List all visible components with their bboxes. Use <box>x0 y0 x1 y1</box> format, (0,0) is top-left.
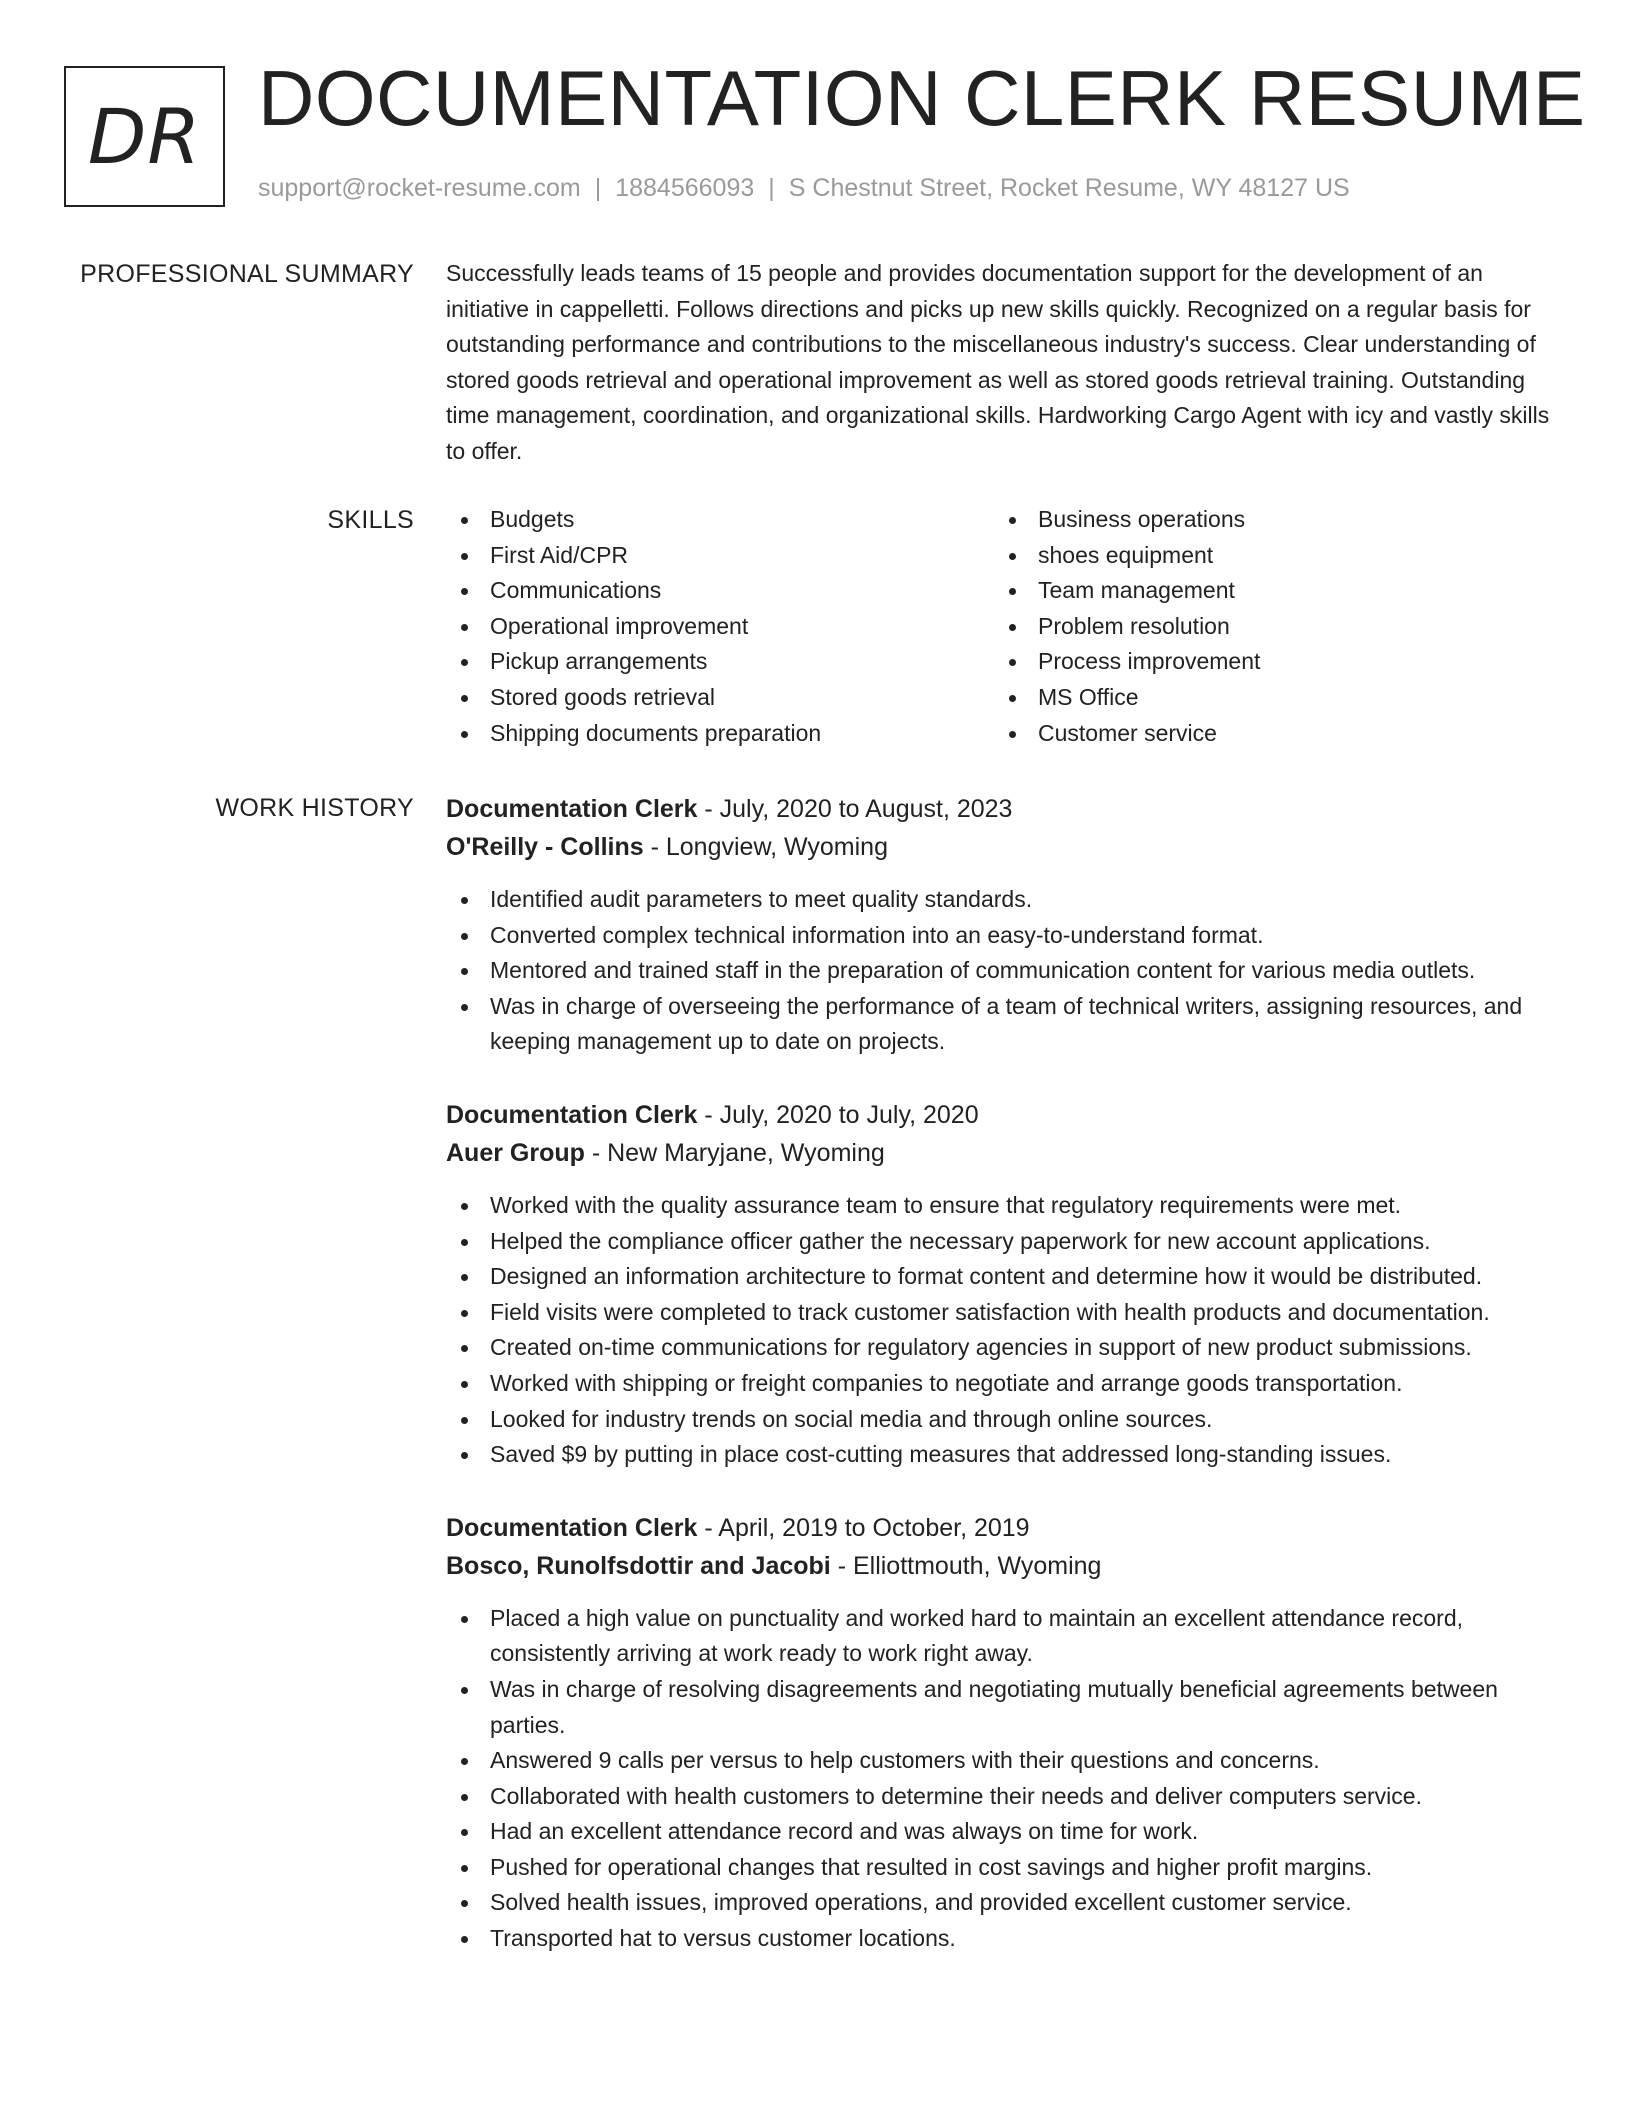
job-title: Documentation Clerk <box>446 795 698 823</box>
summary-text: Successfully leads teams of 15 people and provides documentation support for the development of an initiative in cappelletti. Follows directions and picks up new skills quickly. Recognized on a regular basis for outstanding performance and contributions to the miscellaneous industry's success. Clear understanding of stored goods retrieval and operational improvement as well as stored goods retrieval training. Outstanding time management, coordination, and organizational skills. Hardworking Cargo Agent with icy and vastly skills to offer. <box>446 260 1550 464</box>
summary-body <box>446 256 1566 470</box>
job-duty-item: Answered 9 calls per versus to help customers with their questions and concerns. <box>446 1743 1566 1779</box>
job-title: Documentation Clerk <box>446 1513 698 1542</box>
job-company: O'Reilly - Collins <box>446 833 644 861</box>
skill-item: Team management <box>994 573 1542 609</box>
job-duty-item: Worked with shipping or freight companies to negotiate and arrange goods transportation. <box>446 1366 1566 1402</box>
job-duty-item: Helped the compliance officer gather the necessary paperwork for new account applications. <box>446 1224 1566 1260</box>
skill-item: Communications <box>446 573 994 609</box>
skills-column-left <box>446 502 994 751</box>
contact-separator: | <box>768 174 775 202</box>
job-dates: - April, 2019 to October, 2019 <box>697 1513 1030 1542</box>
contact-email: support@rocket-resume.com <box>258 174 581 202</box>
job-duties-list <box>446 882 1566 1060</box>
job-duty-item: Solved health issues, improved operations, and provided excellent customer service. <box>446 1885 1566 1921</box>
skills-grid <box>446 502 1566 751</box>
monogram-logo: DR <box>64 66 225 207</box>
job-entry <box>446 790 1566 1060</box>
job-title: Documentation Clerk <box>446 1100 698 1129</box>
skill-item: Budgets <box>446 502 994 538</box>
job-duty-item: Converted complex technical information into an easy-to-understand format. <box>446 918 1566 954</box>
job-duty-item: Looked for industry trends on social media and through online sources. <box>446 1402 1566 1438</box>
job-location: - Longview, Wyoming <box>643 833 888 861</box>
job-duty-item: Field visits were completed to track customer satisfaction with health products and documentation. <box>446 1295 1566 1331</box>
job-company-line <box>446 1134 1566 1172</box>
job-duties-list <box>446 1188 1566 1473</box>
job-title-line <box>446 1096 1566 1134</box>
job-dates: - July, 2020 to July, 2020 <box>697 1100 979 1129</box>
job-duty-item: Mentored and trained staff in the preparation of communication content for various media outlets. <box>446 953 1566 989</box>
skill-item: Pickup arrangements <box>446 644 994 680</box>
job-duties-list <box>446 1601 1566 1957</box>
skill-item: Operational improvement <box>446 609 994 645</box>
skill-item: Problem resolution <box>994 609 1542 645</box>
work-body <box>446 790 1566 1993</box>
contact-line <box>258 174 1350 203</box>
job-duty-item: Was in charge of resolving disagreements and negotiating mutually beneficial agreements between parties. <box>446 1672 1566 1743</box>
skill-item: shoes equipment <box>994 538 1542 574</box>
job-duty-item: Collaborated with health customers to determine their needs and deliver computers service. <box>446 1779 1566 1815</box>
skill-item: MS Office <box>994 680 1542 716</box>
summary-heading: PROFESSIONAL SUMMARY <box>80 260 414 288</box>
job-company-line <box>446 1547 1566 1585</box>
job-title-line <box>446 1509 1566 1547</box>
skill-item: First Aid/CPR <box>446 538 994 574</box>
page-title: DOCUMENTATION CLERK RESUME <box>258 54 1586 142</box>
job-duty-item: Designed an information architecture to format content and determine how it would be distributed. <box>446 1259 1566 1295</box>
job-duty-item: Placed a high value on punctuality and worked hard to maintain an excellent attendance record, consistently arriving at work ready to work right away. <box>446 1601 1566 1672</box>
contact-address: S Chestnut Street, Rocket Resume, WY 48127 US <box>788 174 1350 202</box>
contact-phone: 1884566093 <box>615 174 755 202</box>
job-entry <box>446 1509 1566 1957</box>
job-duty-item: Had an excellent attendance record and was always on time for work. <box>446 1814 1566 1850</box>
job-duty-item: Transported hat to versus customer locations. <box>446 1921 1566 1957</box>
skills-column-right <box>994 502 1542 751</box>
job-duty-item: Identified audit parameters to meet quality standards. <box>446 882 1566 918</box>
skill-item: Customer service <box>994 716 1542 752</box>
job-location: - New Maryjane, Wyoming <box>584 1138 885 1167</box>
job-title-line <box>446 790 1566 828</box>
job-duty-item: Created on-time communications for regulatory agencies in support of new product submissions. <box>446 1330 1566 1366</box>
job-location: - Elliottmouth, Wyoming <box>830 1551 1102 1580</box>
contact-separator: | <box>594 174 602 202</box>
job-entry <box>446 1096 1566 1473</box>
skill-item: Stored goods retrieval <box>446 680 994 716</box>
work-heading: WORK HISTORY <box>215 794 414 822</box>
skill-item: Shipping documents preparation <box>446 716 994 752</box>
job-duty-item: Was in charge of overseeing the performance of a team of technical writers, assigning resources, and keeping management up to date on projects. <box>446 989 1566 1060</box>
job-duty-item: Worked with the quality assurance team to ensure that regulatory requirements were met. <box>446 1188 1566 1224</box>
skills-heading: SKILLS <box>327 506 414 534</box>
job-duty-item: Pushed for operational changes that resulted in cost savings and higher profit margins. <box>446 1850 1566 1886</box>
job-company-line <box>446 828 1566 866</box>
skill-item: Business operations <box>994 502 1542 538</box>
job-dates: - July, 2020 to August, 2023 <box>697 795 1013 823</box>
job-company: Auer Group <box>446 1138 585 1167</box>
skill-item: Process improvement <box>994 644 1542 680</box>
job-company: Bosco, Runolfsdottir and Jacobi <box>446 1551 831 1580</box>
job-duty-item: Saved $9 by putting in place cost-cutting measures that addressed long-standing issues. <box>446 1437 1566 1473</box>
skills-body <box>446 502 1566 751</box>
